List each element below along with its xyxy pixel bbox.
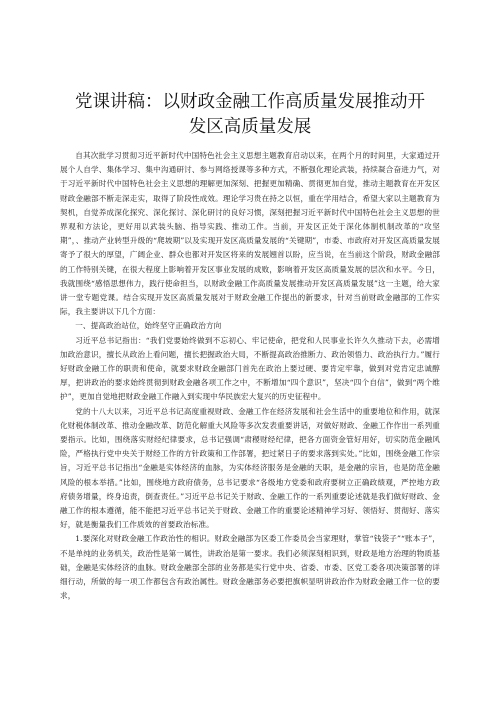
paragraph-3: 党的十八大以来，习近平总书记高度重视财政、金融工作在经济发展和社会生活中的重要地位和作用，就深化财税体制改革、推动金融改革、防范化解重大风险等多次发表重要讲话，对做好财政、金融工作作出一系列重要指示。比如，围绕落实财经纪律要求，总书记强调“肃稷财经纪律，把各方面资金管好用好，切实防范金融风险，严格执行党中央关于财经工作的方针政策和工作部署，把过紧日子的要求落到实处。”比如，围绕金融工作宗旨，习近平总书记指出“金融是实体经济的血脉，为实体经济服务是金融的天职，是金融的宗旨，也是防范金融风险的根本举措。”比如，围绕地方政府债务，总书记要求“各级地方党委和政府要树立正确政绩观，严控地方政府债务增量，终身追责，倒查责任。”习近平总书记关于财政、金融工作的一系列重要论述就是我们做好财政、金融工作的根本遵循，能不能把习近平总书记关于财政、金融工作的重要论述精神学习好、领悟好、贯彻好、落实好，就是衡量我们工作质效的首要政治标准。 [60,406,440,530]
document-body [60,149,440,604]
paragraph-2: 习近平总书记指出：“我们党要始终做到不忘初心、牢记使命，把党和人民事业长许久久推动下去，必需增加政治意识，擅长从政治上看问题，擅长把握政治大局，不断提高政治推断力、政治领悟力、政治执行力。”履行好财政金融工作的职责和使命，就要求财政金融部门首先在政治上要过硬、要肯定牢靠，做到对党肯定忠诚醇厚，把讲政治的要求始终贯彻到财政金融各项工作之中，不断增加“四个意识”，坚决“四个自信”，做到“两个维护”，更加自觉地把财政金融工作融入到实现中华民族宏大复兴的历史征程中。 [60,335,440,402]
title-line-2: 发区高质量发展 [188,117,312,137]
title-line-1: 党课讲稿：以财政金融工作高质量发展推动开 [75,92,425,112]
document-title [60,90,440,140]
paragraph-4: 1.要深化对财政金融工作政治性的相识。财政金融部为区委工作委员会当家理财，掌管“钱袋子”“账本子”，不是单纯的业务机关，政治性是第一属性，讲政治是第一要求。我们必须深刻相识到，财政是地方治理的物质基础，金融是实体经济的血脉。财政金融部全部的业务都是实行党中央、省委、市委、区党工委各项决策部署的详细行动，所做的每一项工作都包含有政治属性。财政金融部务必要把旗帜显明讲政治作为财政金融工作一位的要求， [60,534,440,601]
paragraph-intro: 自其次批学习贯彻习近平新时代中国特色社会主义思想主题教育启动以来，在两个月的时间里，大家通过开展个人自学、集体学习、集中沟通研讨、参与网络授课等多种方式，不断强化理论武装，持续凝合奋进力气，对于习近平新时代中国特色社会主义思想的理解更加深刻、把握更加精确、贯彻更加自觉，推动主题教育在开发区财政金融部不断走深走实，取得了阶段性成效。理论学习贵在持之以恒，重在学用结合，希望大家以主题教育为契机，自觉养成深化探究、深化探讨、深化研讨的良好习惯，深刻把握习近平新时代中国特色社会主义思想的世界观和方法论，更好用以武装头脑、指导实践、推动工作。当前，开发区正处于深化体制机制改革的“攻坚期”，、推动产业转型升级的“爬坡期”以及实现开发区高质量发展的“关键期”，市委、市政府对开发区高质量发展寄予了很大的厚望，广阔企业、群众也都对开发区将来的发展翘首以盼，应当说，在当前这个阶段，财政金融部的工作特别关键，在很大程度上影响着开发区事业发展的成败，影响着开发区高质量发展的层次和水平。今日，我就围绕“感悟思想伟力，践行使命担当，以财政金融工作高质量发展推动开发区高质量发展”这一主题，给大家讲一堂专题党课。结合实现开发区高质量发展对于财政金融工作提出的新要求，针对当前财政金融部的工作实际，我主要讲以下几个方面： [60,151,440,317]
section-heading-1: 一、提高政治站位，始终坚守正确政治方向 [75,321,222,331]
